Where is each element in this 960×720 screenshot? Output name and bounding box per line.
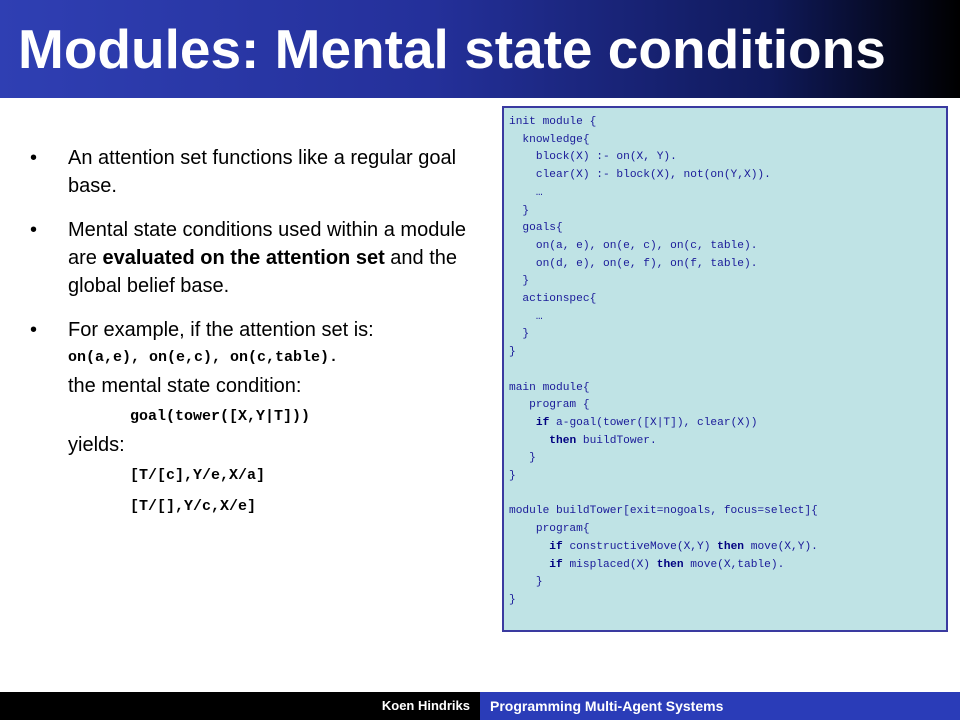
code-text: } — [509, 346, 516, 359]
code-line — [509, 275, 529, 287]
code-keyword: if — [549, 558, 563, 571]
code-text: program { — [509, 399, 590, 412]
code-line — [509, 169, 771, 181]
code-line — [509, 134, 590, 146]
code-line — [509, 541, 818, 553]
code-line — [509, 116, 596, 128]
code-text: } — [509, 452, 536, 465]
code-line — [509, 559, 784, 571]
code-text: } — [509, 470, 516, 483]
code-text: … — [509, 186, 543, 199]
code-text — [509, 417, 536, 429]
code-text: buildTower. — [576, 434, 657, 447]
code-line — [509, 576, 543, 588]
code-text: knowledge{ — [509, 133, 590, 146]
code-line — [509, 293, 596, 305]
code-line — [509, 452, 536, 464]
bullet-text: An attention set functions like a regular goal base. — [68, 147, 457, 197]
code-text: program{ — [509, 523, 590, 536]
code-line — [509, 470, 516, 482]
code-line — [509, 187, 543, 199]
code-listing-box — [502, 106, 948, 632]
code-line — [509, 523, 590, 535]
code-line — [509, 435, 657, 447]
bullet-marker: • — [30, 219, 38, 241]
code-text: } — [509, 204, 530, 217]
code-text: constructiveMove(X,Y) — [562, 540, 718, 553]
code-line — [509, 328, 529, 340]
code-keyword: then — [717, 540, 745, 553]
code-text: on(d, e), on(e, f), on(f, table). — [509, 257, 758, 270]
condition-code: goal(tower([X,Y|T])) — [130, 408, 311, 425]
code-line — [509, 417, 757, 429]
code-text: init module { — [509, 116, 597, 128]
code-line — [509, 222, 563, 234]
code-keyword: if — [535, 416, 550, 429]
code-line — [509, 594, 516, 606]
code-text: } — [509, 593, 516, 606]
yields-label: yields: — [68, 434, 125, 456]
code-line — [509, 311, 543, 323]
bullet-item — [30, 144, 490, 200]
bullet-list — [30, 144, 490, 537]
bullet-item — [30, 216, 490, 300]
code-text: on(a, e), on(e, c), on(c, table). — [509, 239, 758, 252]
bullet-text-bold: evaluated on the attention set — [102, 247, 385, 269]
bullet-item — [30, 316, 490, 521]
code-text — [509, 541, 549, 553]
code-line — [509, 240, 757, 252]
code-text: … — [509, 310, 543, 323]
code-line — [509, 399, 590, 411]
code-text — [509, 559, 549, 571]
code-text: actionspec{ — [509, 293, 597, 306]
code-keyword: if — [549, 540, 563, 553]
code-text: move(X,table). — [683, 558, 785, 571]
bullet-text-post: and the global belief base. — [68, 247, 458, 297]
code-text: } — [509, 328, 530, 341]
code-text: clear(X) :- block(X), not(on(Y,X)). — [509, 169, 771, 182]
code-keyword: then — [549, 434, 577, 447]
example-intro: For example, if the attention set is: — [68, 319, 374, 341]
footer-course: Programming Multi-Agent Systems — [480, 692, 960, 720]
slide-title: Modules: Mental state conditions — [18, 18, 886, 80]
bullet-marker: • — [30, 319, 38, 341]
code-line — [509, 205, 529, 217]
footer-author: Koen Hindriks — [0, 692, 480, 720]
code-text: main module{ — [509, 381, 590, 394]
code-text — [509, 435, 549, 447]
code-listing — [509, 114, 818, 610]
attention-set-code: on(a,e), on(e,c), on(c,table). — [68, 349, 339, 366]
code-line — [509, 151, 677, 163]
code-text: a-goal(tower([X|T]), clear(X)) — [549, 416, 758, 429]
bullet-marker: • — [30, 147, 38, 169]
code-keyword: then — [656, 558, 684, 571]
code-line — [509, 346, 516, 358]
code-text: } — [509, 275, 530, 288]
condition-label: the mental state condition: — [68, 375, 302, 397]
code-line — [509, 505, 818, 517]
code-text: move(X,Y). — [744, 540, 818, 553]
result-code-1: [T/[c],Y/e,X/a] — [130, 467, 266, 484]
title-bar — [0, 0, 960, 98]
code-text: module buildTower[exit=nogoals, focus=select]{ — [509, 505, 818, 518]
code-text: } — [509, 576, 543, 589]
result-code-2: [T/[],Y/c,X/e] — [130, 498, 257, 515]
code-text: goals{ — [509, 222, 563, 235]
code-text: misplaced(X) — [562, 558, 657, 571]
bullet-text-pre: Mental state conditions used within a module are — [68, 219, 467, 269]
code-line — [509, 258, 757, 270]
code-line — [509, 382, 590, 394]
code-text: block(X) :- on(X, Y). — [509, 151, 677, 164]
